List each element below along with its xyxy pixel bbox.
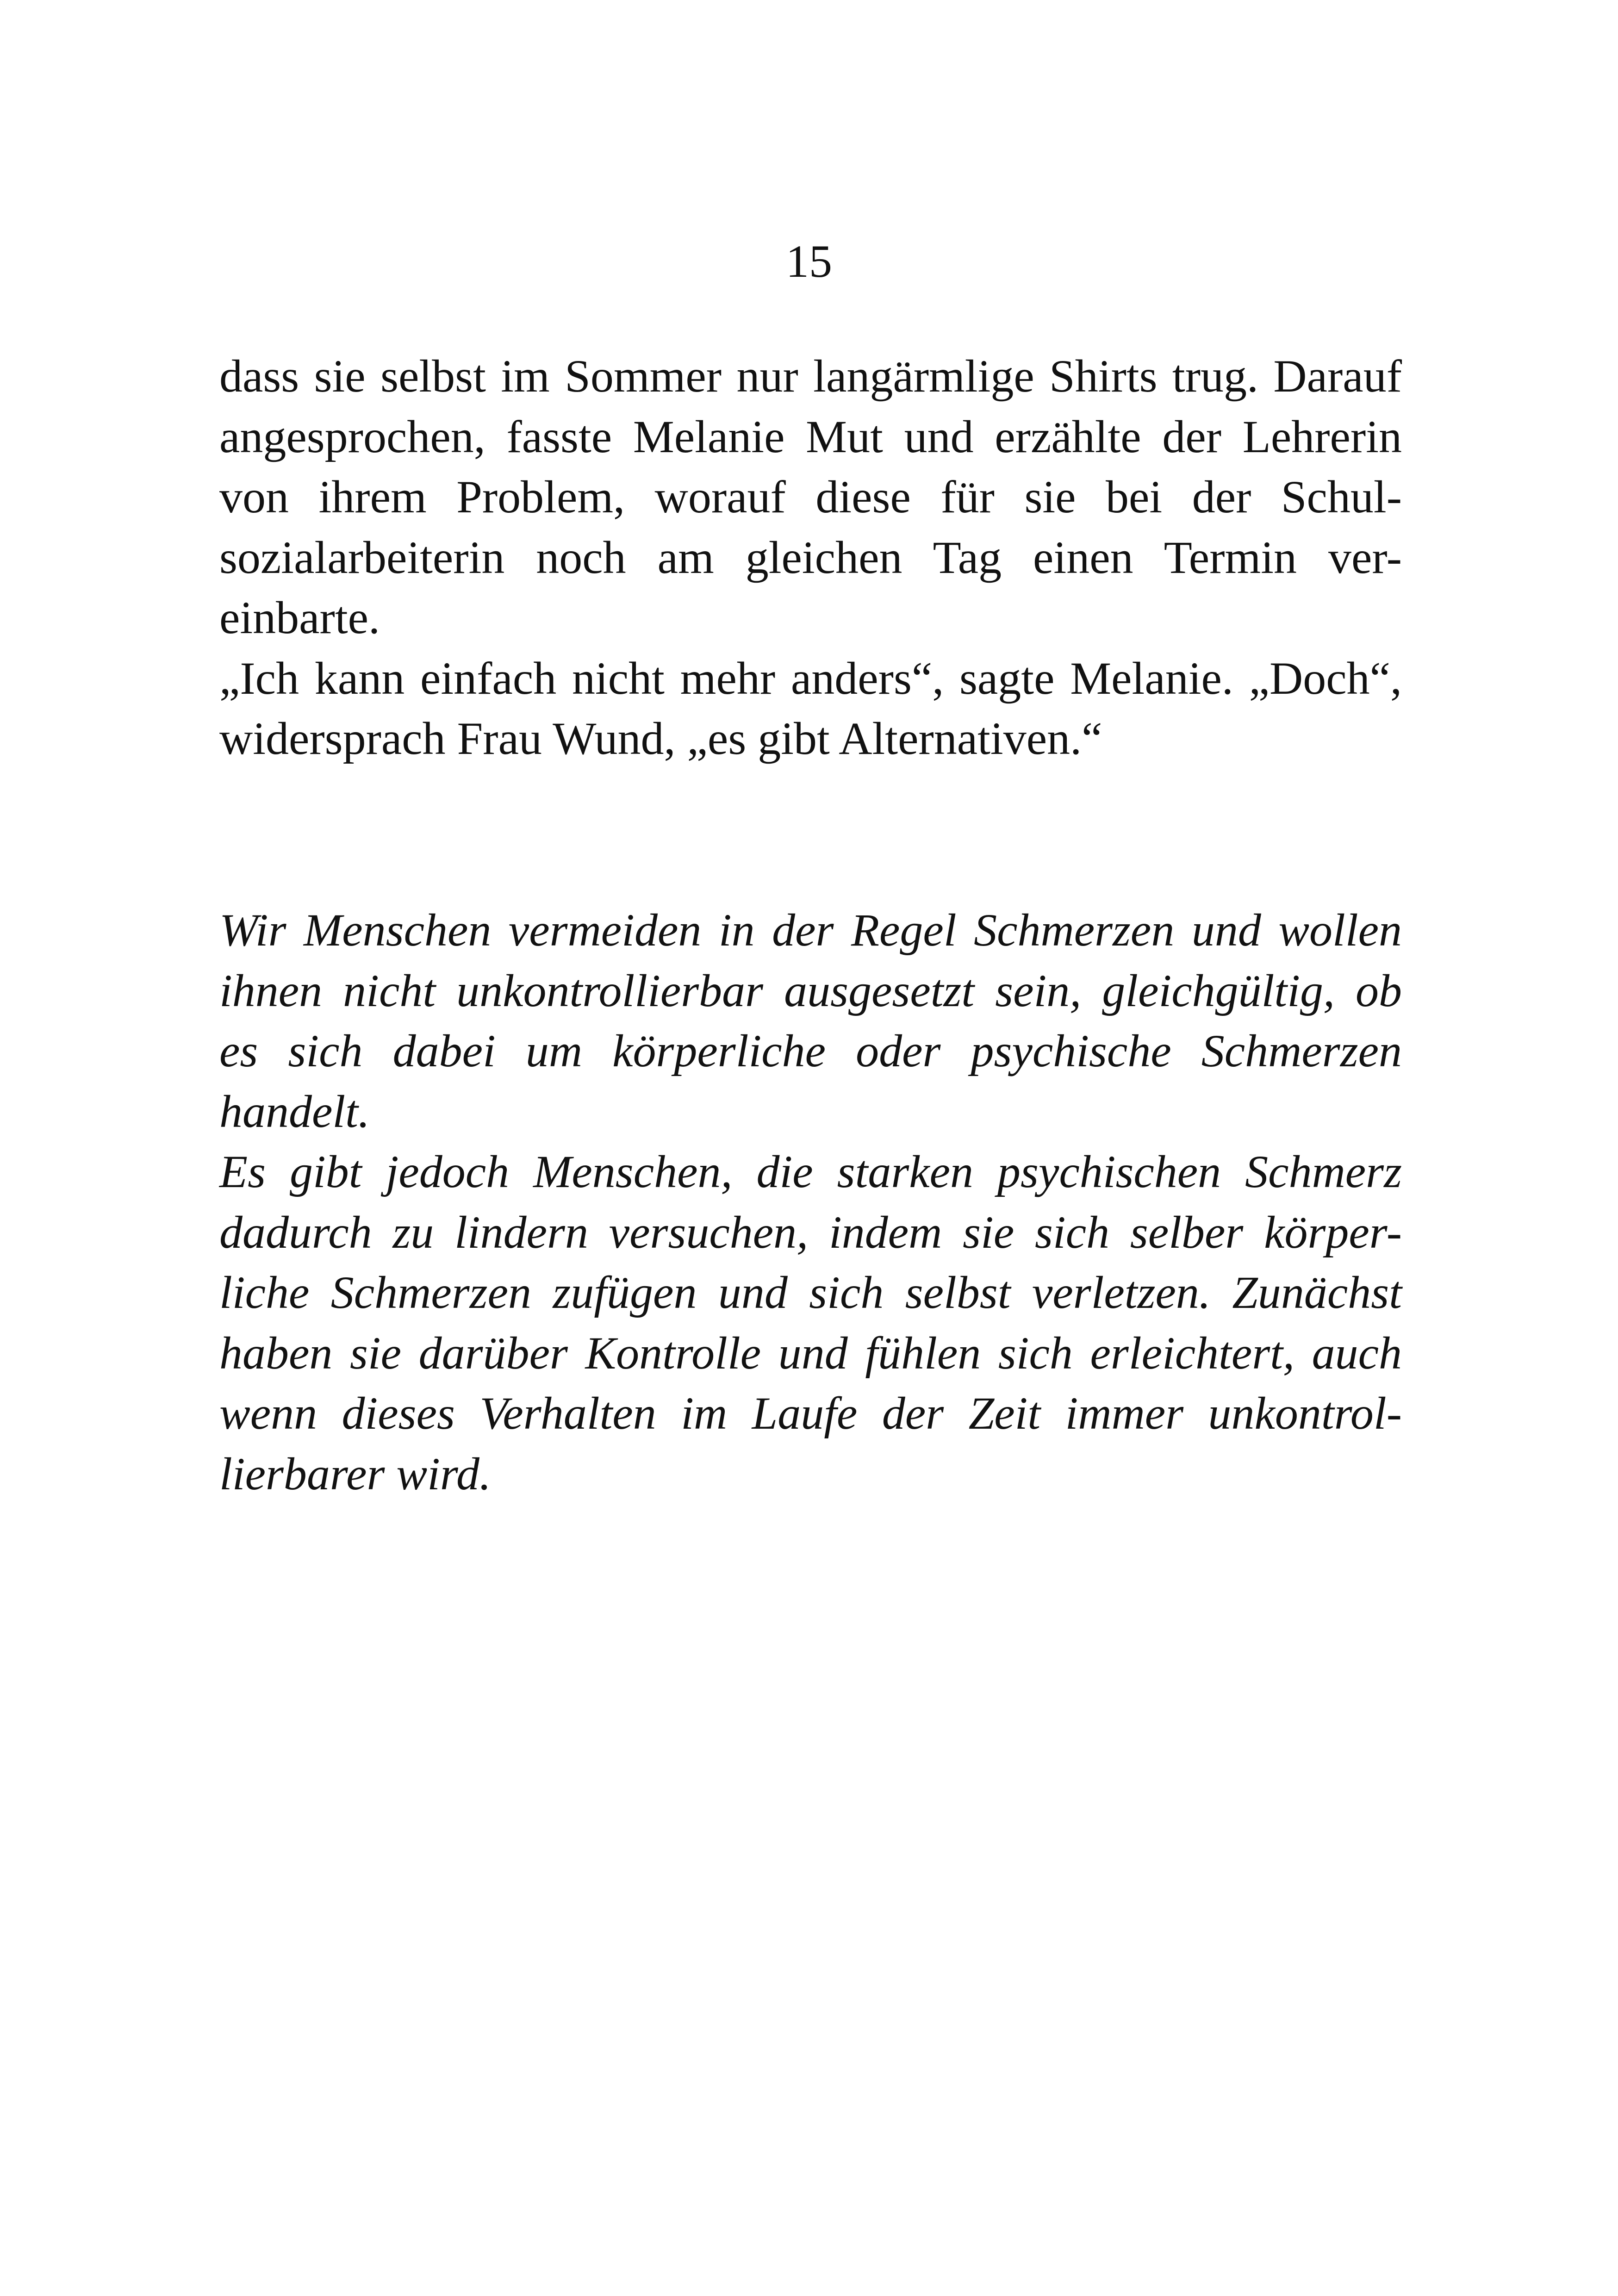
narrative-line: widersprach Frau Wund, „es gibt Alternativen.“ (219, 713, 1102, 764)
commentary-line: Wir Menschen vermeiden in der Regel Schmerzen und wollen (219, 904, 1402, 956)
commentary-line: es sich dabei um körperliche oder psychische Schmerzen (219, 1025, 1402, 1076)
narrative-paragraph (219, 346, 1402, 769)
commentary-line: handelt. (219, 1085, 370, 1137)
commentary-line: Es gibt jedoch Menschen, die starken psychischen Schmerz (219, 1146, 1402, 1197)
narrative-line: „Ich kann einfach nicht mehr anders“, sagte Melanie. „Doch“, (219, 652, 1402, 704)
narrative-line: dass sie selbst im Sommer nur langärmlige Shirts trug. Darauf (219, 350, 1402, 402)
narrative-line: von ihrem Problem, worauf diese für sie bei der Schul- (219, 471, 1402, 523)
page-number: 15 (786, 236, 832, 287)
commentary-line: liche Schmerzen zufügen und sich selbst verletzen. Zunächst (219, 1267, 1402, 1318)
commentary-paragraph (219, 900, 1402, 1504)
narrative-line: angesprochen, fasste Melanie Mut und erzählte der Lehrerin (219, 411, 1402, 462)
commentary-line: ihnen nicht unkontrollierbar ausgesetzt sein, gleichgültig, ob (219, 964, 1402, 1016)
commentary-line: wenn dieses Verhalten im Laufe der Zeit immer unkontrol- (219, 1388, 1402, 1439)
commentary-line: lierbarer wird. (219, 1448, 492, 1500)
narrative-line: sozialarbeiterin noch am gleichen Tag einen Termin ver- (219, 531, 1402, 583)
narrative-line: einbarte. (219, 592, 380, 643)
commentary-line: haben sie darüber Kontrolle und fühlen sich erleichtert, auch (219, 1327, 1402, 1379)
commentary-line: dadurch zu lindern versuchen, indem sie sich selber körper- (219, 1206, 1402, 1258)
